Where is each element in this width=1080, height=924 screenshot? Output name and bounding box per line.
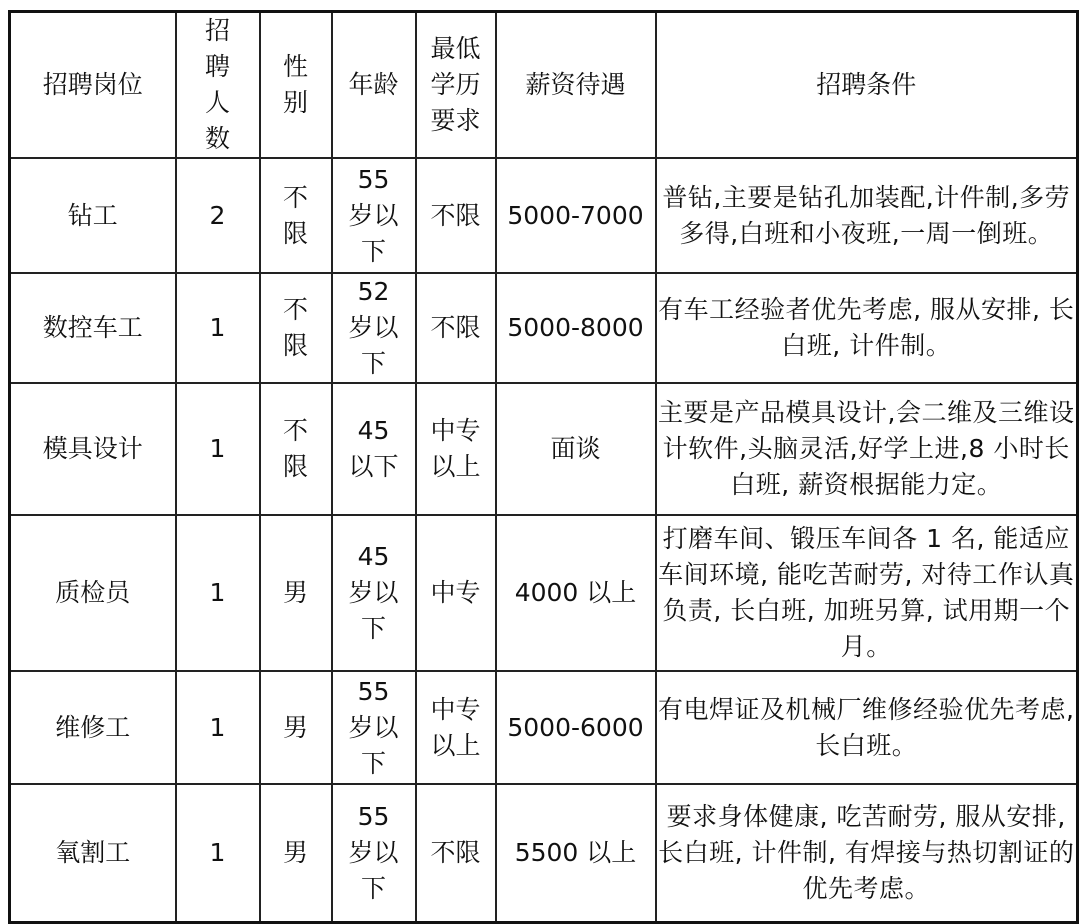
cell-education: 不限 xyxy=(416,273,496,383)
cell-gender: 不限 xyxy=(260,383,332,515)
header-gender: 性别 xyxy=(260,12,332,159)
cell-count: 1 xyxy=(176,383,260,515)
header-row xyxy=(10,12,1078,159)
header-requirements: 招聘条件 xyxy=(656,12,1078,159)
cell-count: 2 xyxy=(176,158,260,273)
cell-gender: 男 xyxy=(260,784,332,922)
header-salary: 薪资待遇 xyxy=(496,12,656,159)
cell-education: 不限 xyxy=(416,158,496,273)
table-row xyxy=(10,273,1078,383)
cell-age: 55 岁以下 xyxy=(332,671,416,784)
cell-count: 1 xyxy=(176,515,260,671)
cell-salary: 5000-7000 xyxy=(496,158,656,273)
cell-age: 55 岁以下 xyxy=(332,158,416,273)
table-row xyxy=(10,515,1078,671)
cell-position: 钻工 xyxy=(10,158,176,273)
cell-age: 52 岁以下 xyxy=(332,273,416,383)
cell-salary: 5000-8000 xyxy=(496,273,656,383)
cell-position: 氧割工 xyxy=(10,784,176,922)
header-position: 招聘岗位 xyxy=(10,12,176,159)
cell-count: 1 xyxy=(176,671,260,784)
cell-age: 45 以下 xyxy=(332,383,416,515)
cell-count: 1 xyxy=(176,784,260,922)
cell-age: 45 岁以下 xyxy=(332,515,416,671)
cell-position: 数控车工 xyxy=(10,273,176,383)
cell-education: 不限 xyxy=(416,784,496,922)
cell-gender: 男 xyxy=(260,671,332,784)
cell-requirements: 要求身体健康, 吃苦耐劳, 服从安排, 长白班, 计件制, 有焊接与热切割证的优先考虑。 xyxy=(656,784,1078,922)
recruitment-table xyxy=(8,10,1079,924)
table-row xyxy=(10,671,1078,784)
cell-requirements: 打磨车间、锻压车间各 1 名, 能适应车间环境, 能吃苦耐劳, 对待工作认真负责, 长白班, 加班另算, 试用期一个月。 xyxy=(656,515,1078,671)
cell-position: 质检员 xyxy=(10,515,176,671)
cell-education: 中专 xyxy=(416,515,496,671)
cell-education: 中专以上 xyxy=(416,671,496,784)
table-row xyxy=(10,158,1078,273)
cell-position: 模具设计 xyxy=(10,383,176,515)
cell-requirements: 主要是产品模具设计,会二维及三维设计软件,头脑灵活,好学上进,8 小时长白班, 薪资根据能力定。 xyxy=(656,383,1078,515)
cell-salary: 4000 以上 xyxy=(496,515,656,671)
cell-salary: 面谈 xyxy=(496,383,656,515)
cell-requirements: 有电焊证及机械厂维修经验优先考虑, 长白班。 xyxy=(656,671,1078,784)
table-row xyxy=(10,784,1078,922)
cell-gender: 不限 xyxy=(260,273,332,383)
cell-education: 中专以上 xyxy=(416,383,496,515)
table-row xyxy=(10,383,1078,515)
header-age: 年龄 xyxy=(332,12,416,159)
cell-gender: 不限 xyxy=(260,158,332,273)
cell-gender: 男 xyxy=(260,515,332,671)
cell-salary: 5000-6000 xyxy=(496,671,656,784)
header-education: 最低学历要求 xyxy=(416,12,496,159)
cell-requirements: 有车工经验者优先考虑, 服从安排, 长白班, 计件制。 xyxy=(656,273,1078,383)
cell-salary: 5500 以上 xyxy=(496,784,656,922)
cell-age: 55 岁以下 xyxy=(332,784,416,922)
cell-requirements: 普钻,主要是钻孔加装配,计件制,多劳多得,白班和小夜班,一周一倒班。 xyxy=(656,158,1078,273)
header-count: 招聘人数 xyxy=(176,12,260,159)
cell-position: 维修工 xyxy=(10,671,176,784)
cell-count: 1 xyxy=(176,273,260,383)
